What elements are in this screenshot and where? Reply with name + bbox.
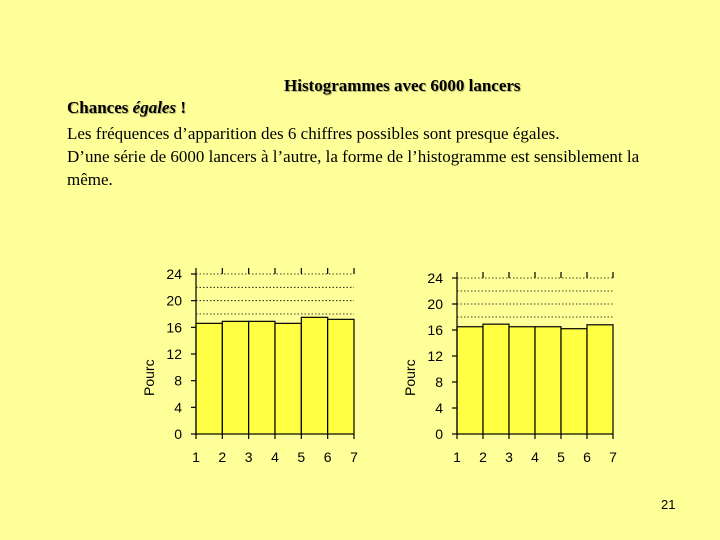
- y-tick-label: 12: [166, 346, 182, 362]
- body-paragraph-2: D’une série de 6000 lancers à l’autre, la forme de l’histogramme est sensiblement la même.: [67, 147, 640, 189]
- histogram-right-svg: [402, 262, 635, 472]
- y-tick-label: 8: [435, 374, 443, 390]
- y-tick-label: 20: [427, 296, 443, 312]
- histogram-bar: [561, 329, 587, 434]
- y-tick-label: 24: [427, 270, 443, 286]
- y-tick-label: 4: [174, 399, 182, 416]
- x-tick-label: 6: [583, 449, 591, 465]
- x-tick-label: 1: [453, 449, 461, 465]
- histogram-left: [140, 258, 370, 473]
- x-tick-label: 4: [531, 449, 539, 465]
- y-tick-label: 0: [174, 426, 182, 442]
- x-tick-label: 2: [479, 449, 487, 465]
- x-tick-label: 5: [557, 449, 565, 465]
- y-tick-label: 12: [427, 348, 443, 364]
- y-axis-label: Pourc: [402, 359, 418, 396]
- y-tick-label: 4: [435, 400, 443, 416]
- y-axis-label: Pourc: [141, 359, 157, 396]
- histogram-bar: [483, 324, 509, 434]
- y-tick-label: 16: [427, 322, 443, 338]
- histogram-bar: [249, 321, 275, 434]
- y-tick-label: 20: [166, 292, 182, 309]
- x-tick-label: 3: [244, 449, 253, 465]
- y-tick-label: 16: [166, 319, 182, 336]
- histogram-bar: [457, 327, 483, 434]
- histogram-bar: [196, 323, 222, 434]
- page-number: 21: [661, 497, 676, 512]
- x-tick-label: 6: [323, 449, 332, 465]
- histogram-bar: [535, 327, 561, 434]
- histogram-bar: [587, 325, 613, 434]
- histogram-right: [402, 262, 635, 477]
- x-tick-label: 1: [192, 449, 200, 465]
- histogram-bar: [275, 323, 301, 434]
- histogram-bar: [301, 317, 327, 434]
- x-tick-label: 7: [609, 449, 617, 465]
- histogram-bar: [509, 327, 535, 434]
- y-tick-label: 24: [166, 266, 182, 282]
- body-paragraph-1: Les fréquences d’apparition des 6 chiffres possibles sont presque égales.: [67, 124, 560, 143]
- y-tick-label: 8: [174, 372, 182, 389]
- slide-subtitle: [67, 98, 186, 118]
- slide-title: Histogrammes avec 6000 lancers: [284, 76, 521, 95]
- subtitle-suffix: !: [176, 98, 187, 117]
- x-tick-label: 3: [505, 449, 513, 465]
- x-tick-label: 5: [297, 449, 306, 465]
- histogram-bar: [328, 319, 354, 434]
- subtitle-prefix: Chances: [67, 98, 133, 117]
- x-tick-label: 7: [350, 449, 358, 465]
- histogram-bar: [222, 321, 248, 434]
- slide-body: [67, 122, 687, 191]
- subtitle-emphasis: égales: [132, 98, 177, 117]
- x-tick-label: 2: [218, 449, 227, 465]
- y-tick-label: 0: [435, 426, 443, 442]
- x-tick-label: 4: [271, 449, 279, 465]
- histogram-left-svg: [140, 258, 370, 468]
